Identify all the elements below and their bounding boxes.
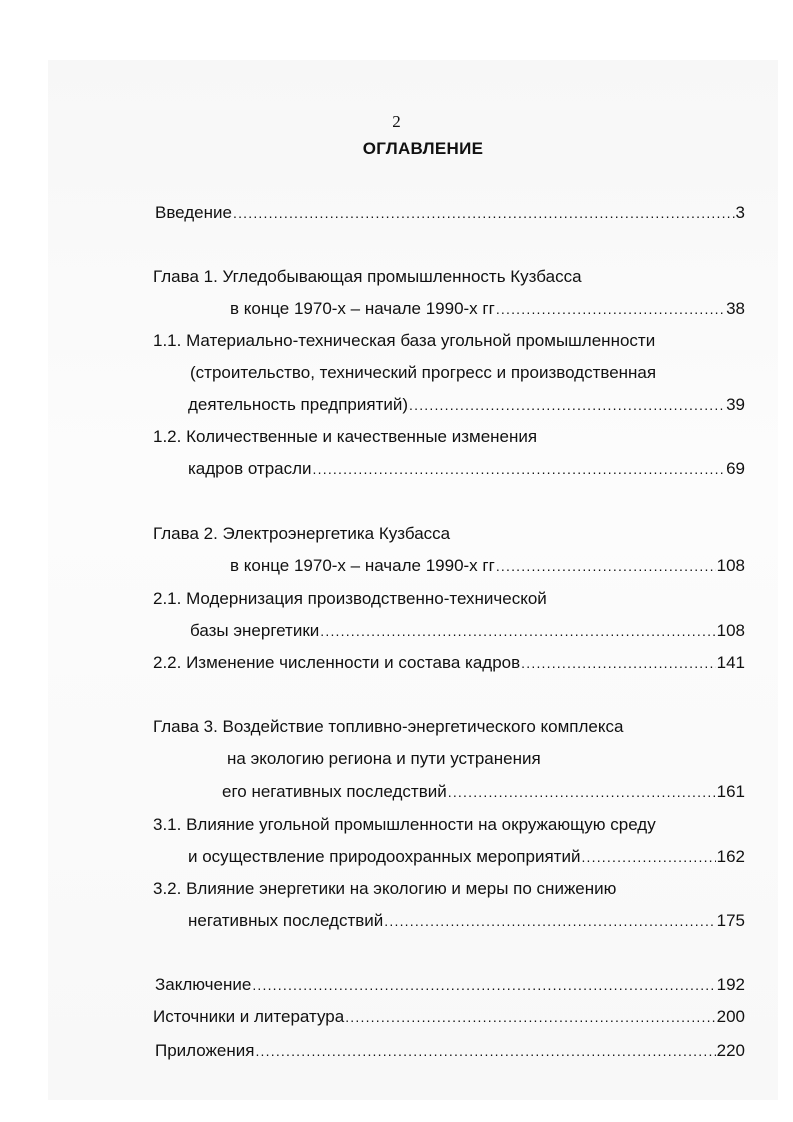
toc-entry-section-1-2[interactable]: [188, 457, 745, 481]
toc-entry-label: Заключение: [155, 975, 252, 994]
toc-entry-page: 39: [726, 395, 745, 414]
toc-entry-section-3-2[interactable]: [188, 909, 745, 933]
leader-dots: [345, 1005, 715, 1029]
chapter-2-heading[interactable]: Глава 2. Электроэнергетика Кузбасса: [153, 524, 451, 543]
toc-entry-section-2-2[interactable]: [153, 651, 745, 675]
leader-dots: [313, 457, 726, 481]
toc-entry-section-2-1[interactable]: [190, 619, 745, 643]
toc-entry-page: 161: [716, 782, 745, 801]
toc-entry-label: в конце 1970-х – начале 1990-х гг: [230, 299, 495, 318]
section-3-2-line-1[interactable]: 3.2. Влияние энергетики на экологию и меры по снижению: [153, 879, 617, 898]
section-2-1-line-1[interactable]: 2.1. Модернизация производственно-технической: [153, 589, 547, 608]
toc-entry-conclusion[interactable]: [155, 973, 745, 997]
toc-entry-label: Введение: [155, 203, 232, 222]
leader-dots: [521, 651, 715, 675]
toc-entry-page: 175: [716, 911, 745, 930]
toc-entry-label: Источники и литература: [153, 1007, 345, 1026]
toc-entry-section-1-1[interactable]: [188, 393, 745, 417]
toc-title: ОГЛАВЛЕНИЕ: [362, 139, 484, 158]
toc-entry-page: 69: [726, 459, 745, 478]
leader-dots: [384, 909, 715, 933]
toc-entry-label: негативных последствий: [188, 911, 384, 930]
toc-entry-label: его негативных последствий: [222, 782, 447, 801]
toc-entry-label: Приложения: [155, 1041, 255, 1060]
toc-entry-page: 192: [716, 975, 745, 994]
toc-entry-page: 162: [716, 847, 745, 866]
toc-entry-label: и осуществление природоохранных мероприятий: [188, 847, 581, 866]
toc-entry-page: 38: [726, 299, 745, 318]
toc-entry-section-3-1[interactable]: [188, 845, 745, 869]
toc-entry-page: 200: [716, 1007, 745, 1026]
chapter-1-heading[interactable]: Глава 1. Угледобывающая промышленность Кузбасса: [153, 267, 582, 286]
toc-entry-label: в конце 1970-х – начале 1990-х гг: [230, 556, 495, 575]
section-3-1-line-1[interactable]: 3.1. Влияние угольной промышленности на окружающую среду: [153, 815, 656, 834]
toc-entry-intro[interactable]: [155, 201, 745, 225]
chapter-3-heading[interactable]: Глава 3. Воздействие топливно-энергетического комплекса: [153, 717, 624, 736]
leader-dots: [252, 973, 715, 997]
leader-dots: [581, 845, 715, 869]
toc-entry-page: 108: [716, 556, 745, 575]
toc-entry-page: 108: [716, 621, 745, 640]
toc-entry-chapter-3[interactable]: [222, 780, 745, 804]
toc-entry-chapter-2[interactable]: [230, 554, 745, 578]
toc-entry-page: 220: [716, 1041, 745, 1060]
toc-entry-label: кадров отрасли: [188, 459, 312, 478]
toc-entry-chapter-1[interactable]: [230, 297, 745, 321]
toc-entry-label: базы энергетики: [190, 621, 320, 640]
leader-dots: [448, 780, 716, 804]
leader-dots: [409, 393, 725, 417]
toc-entry-page: 141: [716, 653, 745, 672]
toc-entry-sources[interactable]: [153, 1005, 745, 1029]
section-1-1-line-1[interactable]: 1.1. Материально-техническая база угольной промышленности: [153, 331, 656, 350]
chapter-3-heading-line-2: на экологию региона и пути устранения: [227, 749, 541, 768]
toc-entry-page: 3: [735, 203, 745, 222]
leader-dots: [255, 1039, 715, 1063]
leader-dots: [496, 297, 725, 321]
section-1-1-line-2: (строительство, технический прогресс и производственная: [190, 363, 657, 382]
leader-dots: [233, 201, 735, 225]
leader-dots: [320, 619, 715, 643]
section-1-2-line-1[interactable]: 1.2. Количественные и качественные изменения: [153, 427, 538, 446]
toc-entry-label: деятельность предприятий): [188, 395, 409, 414]
toc-entry-label: 2.2. Изменение численности и состава кадров: [153, 653, 521, 672]
leader-dots: [496, 554, 716, 578]
page-number: 2: [392, 112, 401, 131]
toc-entry-appendix[interactable]: [155, 1039, 745, 1063]
